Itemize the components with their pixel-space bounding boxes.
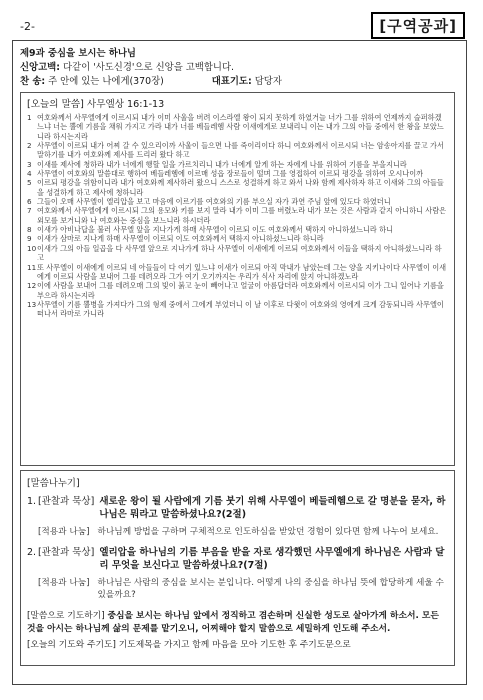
verse-item (27, 141, 448, 160)
verse-text: 이새가 아비나답을 불러 사무엘 앞을 지나가게 하매 사무엘이 이르되 이도 여호와께서 택하지 아니하셨느니라 하니 (37, 225, 394, 235)
question-number: 1. (27, 496, 37, 507)
prayer-text: 중심을 보시는 하나님 앞에서 정직하고 겸손하며 신실한 성도로 살아가게 하소서. 모든 것을 아시는 하나님께 삶의 문제를 맡기오니, 어찌해야 할지 말씀으로 세밀하게 인도해 주소서. (27, 611, 439, 634)
application-text: 하나님은 사람의 중심을 보시는 분입니다. 어떻게 나의 중심을 하나님 뜻에 합당하게 세울 수 있을까요? (97, 578, 444, 600)
verse-number: 3 (27, 159, 32, 169)
prayer-section (27, 610, 448, 635)
prayer-leader-label: 대표기도: (211, 76, 252, 87)
verse-number: 12 (27, 281, 37, 291)
verse-text: 또 사무엘이 이새에게 이르되 네 아들들이 다 여기 있느냐 이새가 이르되 아직 막내가 남았는데 그는 양을 지키나이다 사무엘이 이새에게 이르되 사람을 보내어 그를 데려오라 그가 여기 오기까지는 우리가 식사 자리에 앉지 아니하겠노라 (37, 262, 447, 281)
verse-item (27, 244, 448, 263)
verse-number: 10 (27, 243, 37, 253)
verse-text: 여호와께서 사무엘에게 이르시되 내가 이미 사울을 버려 이스라엘 왕이 되지 못하게 하였거늘 너가 그를 위하여 언제까지 슬퍼하겠느냐 너는 뿔에 기름을 채워 가지고 가라 내가 너를 베들레헴 사람 이새에게로 보내리니 이는 내가 그의 아들 중에서 한 왕을 보았느니라 하시는지라 (37, 113, 444, 141)
verse-number: 1 (27, 113, 32, 122)
verse-text: 이에 사람을 보내어 그를 데려오매 그의 빛이 붉고 눈이 빼어나고 얼굴이 아름답더라 여호와께서 이르시되 이가 그니 일어나 기름을 부으라 하시는지라 (37, 281, 444, 300)
verse-number: 4 (27, 169, 32, 179)
confession-text: 다같이 '사도신경'으로 신앙을 고백합니다. (62, 62, 235, 73)
verse-text: 이르되 평강을 위함이니라 내가 여호와께 제사하러 왔으니 스스로 성결하게 하고 와서 나와 함께 제사하자 하고 이새와 그의 아들들을 성결하게 하고 제사에 청하니라 (37, 178, 444, 197)
verse-item (27, 234, 448, 243)
hymn-label: 찬 송: (20, 76, 46, 87)
page-number: -2- (20, 20, 35, 33)
question-item (27, 496, 448, 521)
verse-item (27, 169, 448, 178)
question-tag: [관찰과 묵상] (38, 547, 95, 558)
passage-title: [오늘의 말씀] 사무엘상 16:1-13 (27, 99, 165, 110)
verse-number: 6 (27, 197, 32, 207)
prayer-leader-text: 담당자 (254, 76, 282, 87)
question-text: 새로운 왕이 될 사람에게 기름 붓기 위해 사무엘이 베들레헴으로 갈 명분을 묻자, 하나님은 뭐라고 말씀하셨나요?(2절) (99, 496, 446, 520)
verse-item (27, 197, 448, 206)
confession-line (20, 61, 282, 75)
verse-item (27, 281, 448, 300)
verse-text: 사무엘이 기름 뿔병을 가져다가 그의 형제 중에서 그에게 부었더니 이 날 이후로 다윗이 여호와의 영에게 크게 감동되니라 사무엘이 떠나서 라마로 가니라 (37, 299, 444, 319)
confession-label: 신앙고백: (20, 62, 60, 73)
verse-item (27, 178, 448, 197)
verse-text: 사무엘이 이르되 내가 어찌 갈 수 있으리이까 사울이 들으면 나를 죽이리이다 하니 여호와께서 이르시되 너는 암송아지를 끌고 가서 말하기를 내가 여호와께 제사를 드리러 왔다 하고 (37, 141, 444, 160)
verse-text: 이새가 그의 아들 일곱을 다 사무엘 앞으로 지나가게 하나 사무엘이 이새에게 이르되 여호와께서 이들을 택하지 아니하셨느니라 하고 (37, 243, 442, 263)
prayer-label: [말씀으로 기도하기] (27, 611, 105, 621)
closing-label: [오늘의 기도와 주기도] (27, 640, 116, 650)
verse-number: 13 (27, 299, 37, 309)
question-text: 엘리압을 하나님의 기름 부음을 받을 자로 생각했던 사무엘에게 하나님은 사람과 달리 무엇을 보신다고 말씀하셨나요?(7절) (99, 547, 445, 571)
lesson-title: 제9과 중심을 보시는 하나님 (20, 48, 136, 59)
closing-text: 기도제목을 가지고 함께 마음을 모아 기도한 후 주기도문으로 (118, 640, 351, 650)
verse-item (27, 160, 448, 169)
verse-item (27, 300, 448, 319)
verse-text: 사무엘이 여호와의 말씀대로 행하여 베들레헴에 이르매 성읍 장로들이 떨며 그를 영접하여 이르되 평강을 위하여 오시나이까 (37, 169, 424, 179)
verse-text: 그들이 오매 사무엘이 엘리압을 보고 마음에 이르기를 여호와의 기름 부으실 자가 과연 주님 앞에 있도다 하였더니 (37, 197, 391, 207)
verse-item (27, 113, 448, 141)
lesson-header (20, 47, 282, 89)
verse-list (27, 113, 448, 319)
verse-number: 8 (27, 225, 32, 235)
application-item (27, 526, 448, 538)
application-text: 하나님께 방법을 구하며 구체적으로 인도하심을 받았던 경험이 있다면 함께 나누어 보세요. (97, 527, 439, 537)
verse-item (27, 263, 448, 282)
verse-number: 9 (27, 234, 32, 244)
discussion-title: [말씀나누기] (27, 478, 80, 489)
application-tag: [적용과 나눔] (38, 578, 90, 588)
application-item (27, 577, 448, 601)
section-title: [구역공과] (371, 12, 465, 39)
hymn-line (20, 75, 282, 89)
verse-number: 7 (27, 206, 32, 216)
verse-item (27, 206, 448, 225)
hymn-text: 주 안에 있는 나에게(370장) (48, 76, 164, 87)
question-tag: [관찰과 묵상] (38, 496, 95, 507)
verse-number: 2 (27, 141, 32, 151)
verse-item (27, 225, 448, 234)
application-tag: [적용과 나눔] (38, 527, 90, 537)
verse-number: 11 (27, 262, 37, 272)
passage-box (20, 92, 455, 466)
discussion-box (20, 470, 455, 666)
verse-number: 5 (27, 178, 32, 188)
verse-text: 이새가 삼마로 지나게 하매 사무엘이 이르되 이도 여호와께서 택하지 아니하셨느니라 하니라 (37, 234, 324, 244)
closing-section (27, 639, 448, 651)
verse-text: 여호와께서 사무엘에게 이르시되 그의 용모와 키를 보지 말라 내가 이미 그를 버렸노라 내가 보는 것은 사람과 같지 아니하니 사람은 외모를 보거니와 나 여호와는 중심을 보느니라 하시더라 (37, 206, 447, 225)
verse-text: 이새를 제사에 청하라 내가 너에게 행할 일을 가르치리니 내가 너에게 알게 하는 자에게 나를 위하여 기름을 부을지니라 (37, 159, 407, 169)
question-item (27, 547, 448, 572)
question-number: 2. (27, 547, 37, 558)
